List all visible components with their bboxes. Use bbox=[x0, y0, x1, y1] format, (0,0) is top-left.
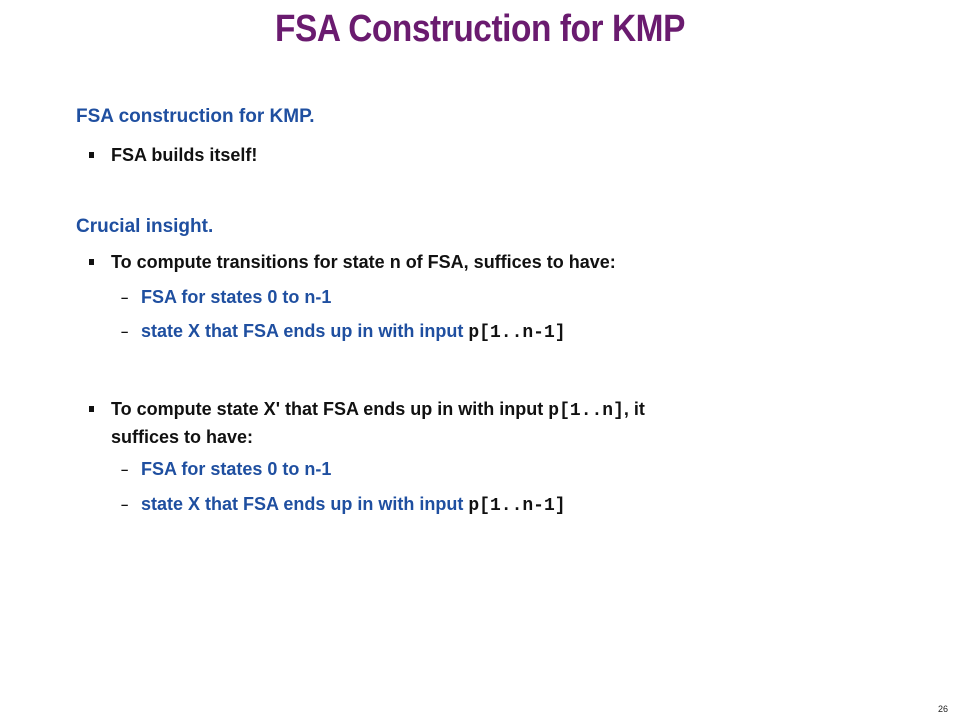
subitem-text: FSA for states 0 to n-1 bbox=[141, 459, 332, 479]
subitem-text: FSA for states 0 to n-1 bbox=[141, 287, 332, 307]
square-bullet-icon bbox=[89, 406, 94, 412]
subitem-text: state X that FSA ends up in with input bbox=[141, 494, 464, 514]
dash-icon: – bbox=[121, 497, 129, 512]
subitem-fsa-states bbox=[121, 287, 331, 308]
subitem-state-x bbox=[121, 494, 566, 516]
square-bullet-icon bbox=[89, 152, 94, 158]
bullet-text-part: , it bbox=[623, 399, 645, 419]
dash-icon: – bbox=[121, 324, 129, 339]
bullet-text: suffices to have: bbox=[111, 427, 254, 447]
section-heading-crucial-insight: Crucial insight. bbox=[76, 216, 214, 237]
slide-title: FSA Construction for KMP bbox=[275, 8, 685, 50]
bullet-text: FSA builds itself! bbox=[111, 145, 258, 165]
section-heading-fsa-construction: FSA construction for KMP. bbox=[76, 106, 315, 127]
subitem-text: state X that FSA ends up in with input bbox=[141, 321, 464, 341]
page-number: 26 bbox=[937, 704, 948, 714]
code-snippet: p[1..n-1] bbox=[468, 323, 566, 343]
bullet-text bbox=[111, 396, 645, 424]
subitem-state-x bbox=[121, 321, 566, 343]
dash-icon: – bbox=[121, 290, 129, 305]
code-snippet: p[1..n] bbox=[548, 401, 624, 421]
dash-icon: – bbox=[121, 462, 129, 477]
subitem-fsa-states bbox=[121, 459, 331, 480]
square-bullet-icon bbox=[89, 259, 94, 265]
bullet-text-part: To compute state X' that FSA ends up in with input bbox=[111, 399, 544, 419]
code-snippet: p[1..n-1] bbox=[468, 496, 566, 516]
bullet-text: To compute transitions for state n of FSA, suffices to have: bbox=[111, 252, 616, 272]
